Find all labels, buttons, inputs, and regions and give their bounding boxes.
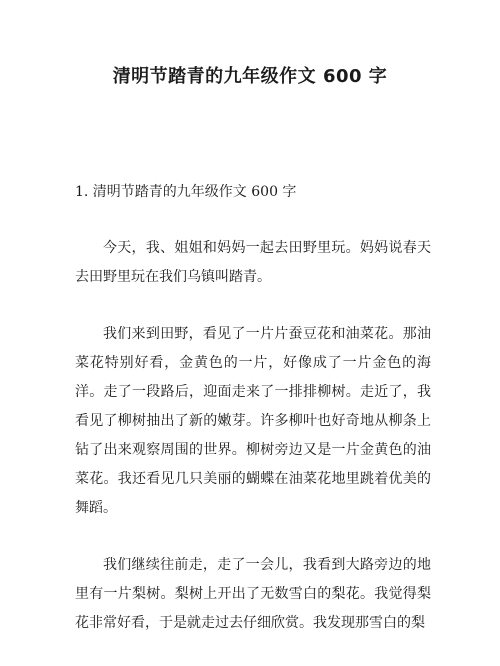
paragraph: 我们来到田野，看见了一片片蚕豆花和油菜花。那油菜花特别好看，金黄色的一片，好像成了一片金色的海洋。走了一段路后，迎面走来了一排排柳树。走近了，我看见了柳树抽出了新的嫩芽。许多柳叶也好奇地从柳条上钻了出来观察周围的世界。柳树旁边又是一片金黄色的油菜花。我还看见几只美丽的蝴蝶在油菜花地里跳着优美的舞蹈。 xyxy=(75,326,431,516)
paragraph: 我们继续往前走，走了一会儿，我看到大路旁边的地里有一片梨树。梨树上开出了无数雪白的梨花。我觉得梨花非常好看，于是就走过去仔细欣赏。我发现那雪白的梨 xyxy=(75,557,431,631)
document-body xyxy=(75,178,431,666)
section-heading: 1. 清明节踏青的九年级作文 600 字 xyxy=(75,184,297,200)
paragraph: 今天，我、姐姐和妈妈一起去田野里玩。妈妈说春天去田野里玩在我们乌镇叫踏青。 xyxy=(75,240,431,285)
document-title: 清明节踏青的九年级作文 600 字 xyxy=(112,66,388,87)
